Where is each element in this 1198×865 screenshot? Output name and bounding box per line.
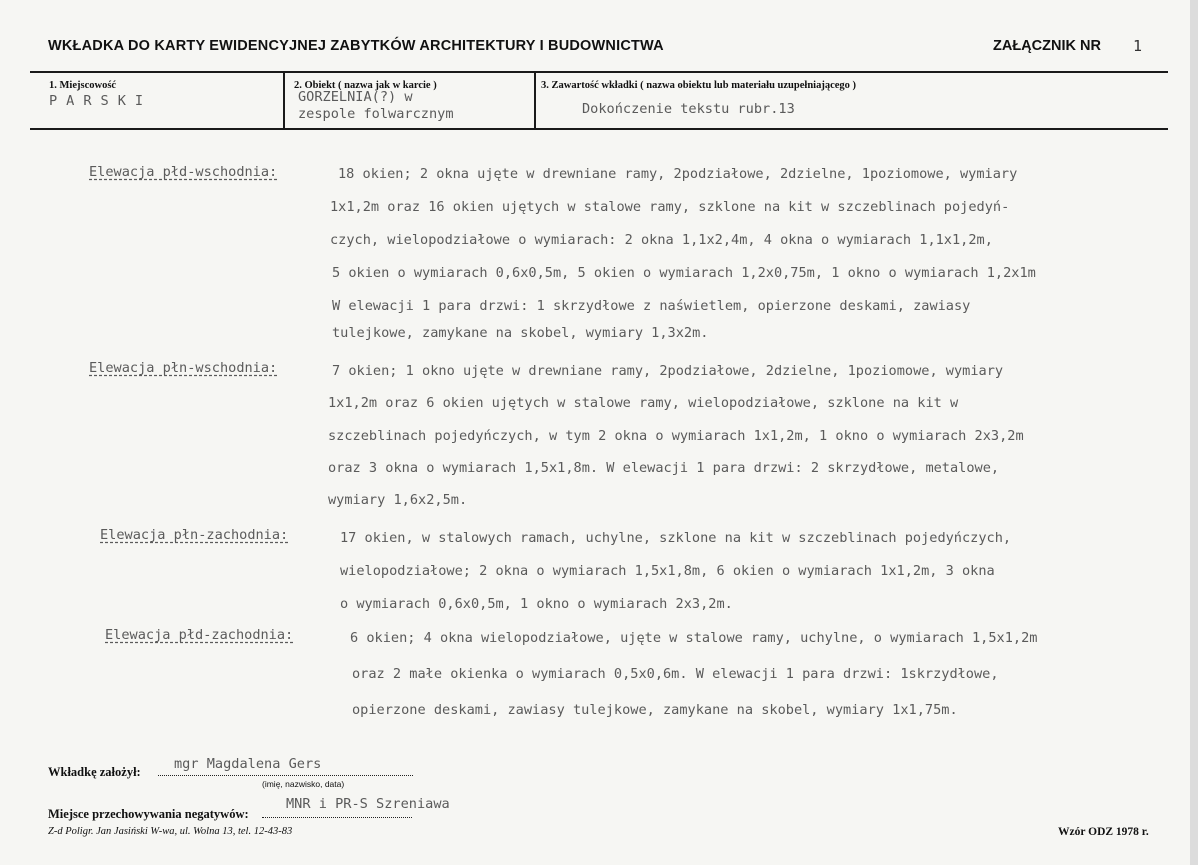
section-line: 7 okien; 1 okno ujęte w drewniane ramy, 2podziałowe, 2dzielne, 1poziomowe, wymiary xyxy=(332,363,1004,379)
section-line: 18 okien; 2 okna ujęte w drewniane ramy, 2podziałowe, 2dzielne, 1poziomowe, wymiary xyxy=(338,166,1018,182)
negatives-label: Miejsce przechowywania negatywów: xyxy=(48,807,249,821)
author-value: mgr Magdalena Gers xyxy=(174,756,322,772)
negatives-value: MNR i PR-S Szreniawa xyxy=(286,796,450,812)
section-heading-sw: Elewacja płd-wschodnia: xyxy=(89,164,278,180)
annex-number: 1 xyxy=(1133,37,1143,55)
section-line: W elewacji 1 para drzwi: 1 skrzydłowe z naświetlem, opierzone deskami, zawiasy xyxy=(332,298,971,314)
locality-label: 1. Miejscowość xyxy=(49,80,117,91)
section-line: czych, wielopodziałowe o wymiarach: 2 okna 1,1x2,4m, 4 okna o wymiarach 1,1x1,2m, xyxy=(330,232,993,248)
section-line: tulejkowe, zamykane na skobel, wymiary 1,3x2m. xyxy=(332,325,709,341)
header-divider-2 xyxy=(534,73,536,128)
locality-value: PARSKI xyxy=(49,93,153,109)
section-line: 5 okien o wymiarach 0,6x0,5m, 5 okien o wymiarach 1,2x0,75m, 1 okno o wymiarach 1,2x1m xyxy=(332,265,1036,281)
object-value-line1: GORZELNIA(?) w xyxy=(298,89,413,105)
contents-value: Dokończenie tekstu rubr.13 xyxy=(582,101,795,117)
section-line: 17 okien, w stalowych ramach, uchylne, szklone na kit w szczeblinach pojedyńczych, xyxy=(340,530,1012,546)
section-line: opierzone deskami, zawiasy tulejkowe, zamykane na skobel, wymiary 1x1,75m. xyxy=(352,702,958,718)
section-line: 1x1,2m oraz 16 okien ujętych w stalowe ramy, szklone na kit w szczeblinach pojedyń- xyxy=(330,199,1010,215)
scan-edge xyxy=(1190,0,1198,865)
object-label: 2. Obiekt ( nazwa jak w karcie ) xyxy=(294,80,437,91)
section-line: szczeblinach pojedyńczych, w tym 2 okna o wymiarach 1x1,2m, 1 okno o wymiarach 2x3,2m xyxy=(328,428,1024,444)
section-line: o wymiarach 0,6x0,5m, 1 okno o wymiarach 2x3,2m. xyxy=(340,596,733,612)
section-line: oraz 2 małe okienka o wymiarach 0,5x0,6m. W elewacji 1 para drzwi: 1skrzydłowe, xyxy=(352,666,999,682)
section-line: 1x1,2m oraz 6 okien ujętych w stalowe ramy, wielopodziałowe, szklone na kit w xyxy=(328,395,959,411)
author-label: Wkładkę założył: xyxy=(48,765,141,779)
header-top-rule xyxy=(30,71,1168,73)
section-line: wymiary 1,6x2,5m. xyxy=(328,492,468,508)
object-value-line2: zespole folwarcznym xyxy=(298,106,454,122)
section-heading-nw: Elewacja płn-wschodnia: xyxy=(89,360,278,376)
header-bottom-rule xyxy=(30,128,1168,130)
section-line: wielopodziałowe; 2 okna o wymiarach 1,5x1,8m, 6 okien o wymiarach 1x1,2m, 3 okna xyxy=(340,563,995,579)
author-hint: (imię, nazwisko, data) xyxy=(262,779,345,789)
section-heading-pz: Elewacja płd-zachodnia: xyxy=(105,627,294,643)
form-code: Wzór ODZ 1978 r. xyxy=(1058,826,1149,838)
header-divider-1 xyxy=(283,73,285,128)
author-dotted-line xyxy=(158,775,413,776)
contents-label: 3. Zawartość wkładki ( nazwa obiektu lub materiału uzupełniającego ) xyxy=(541,80,857,91)
annex-label: ZAŁĄCZNIK NR xyxy=(993,38,1101,54)
section-line: oraz 3 okna o wymiarach 1,5x1,8m. W elewacji 1 para drzwi: 2 skrzydłowe, metalowe, xyxy=(328,460,1000,476)
negatives-dotted-line xyxy=(262,817,412,818)
section-line: 6 okien; 4 okna wielopodziałowe, ujęte w stalowe ramy, uchylne, o wymiarach 1,5x1,2m xyxy=(350,630,1038,646)
section-heading-nz: Elewacja płn-zachodnia: xyxy=(100,527,289,543)
document-title: WKŁADKA DO KARTY EWIDENCYJNEJ ZABYTKÓW ARCHITEKTURY I BUDOWNICTWA xyxy=(48,38,664,54)
printer-note: Z-d Poligr. Jan Jasiński W-wa, ul. Wolna 13, tel. 12-43-83 xyxy=(48,826,293,837)
